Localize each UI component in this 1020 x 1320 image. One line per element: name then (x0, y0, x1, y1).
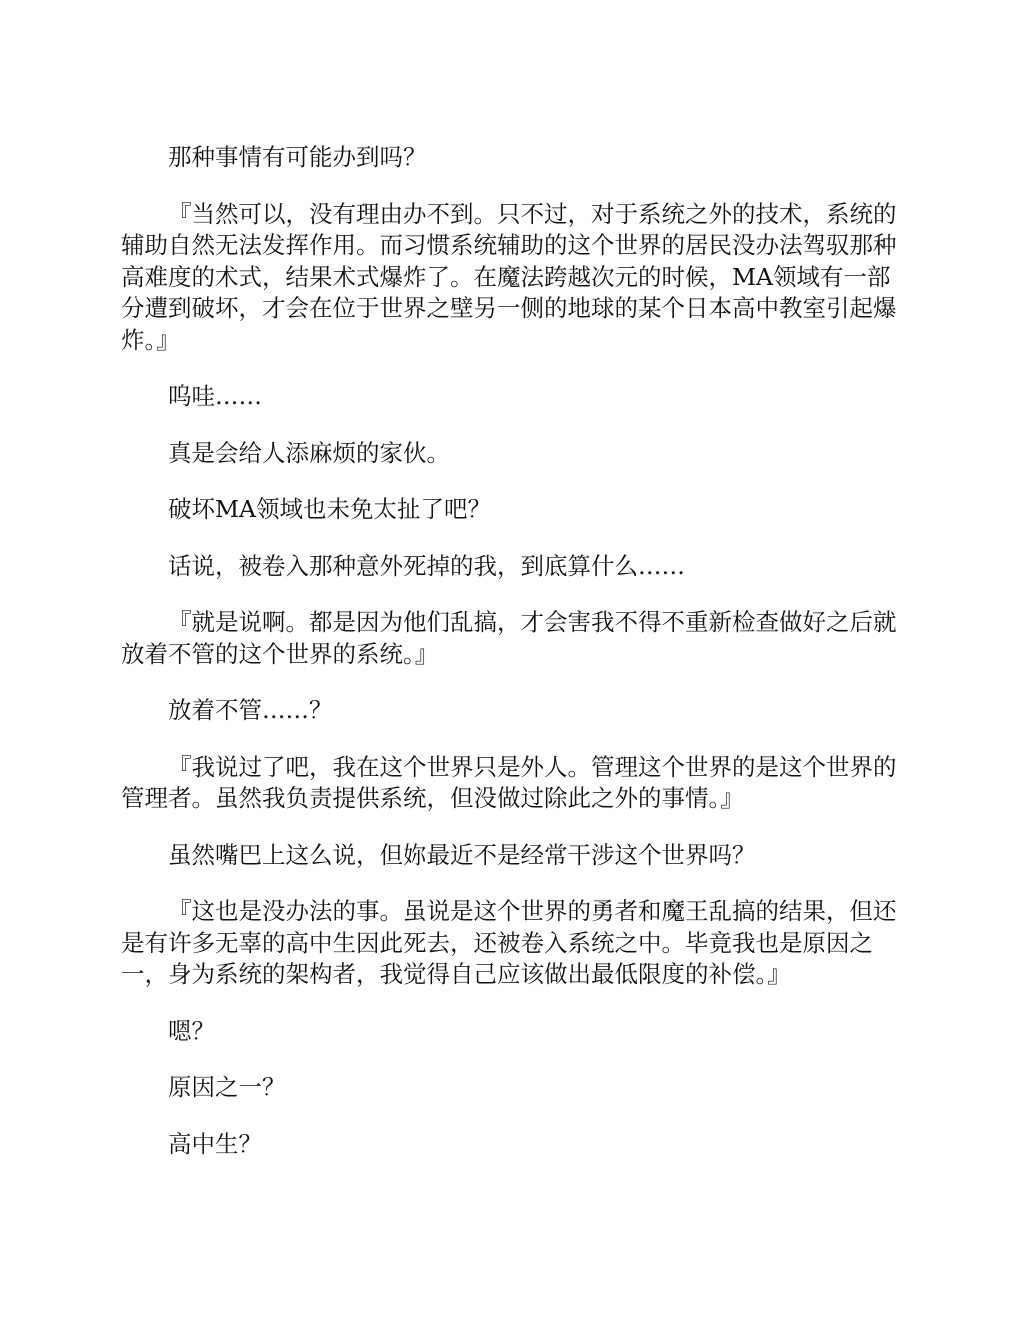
paragraph-6: 话说，被卷入那种意外死掉的我，到底算什么…… (168, 551, 685, 580)
paragraph-14: 高中生？ (168, 1129, 262, 1158)
paragraph-1: 那种事情有可能办到吗？ (168, 143, 427, 171)
paragraph-5: 破坏MA领域也未免太扯了吧？ (168, 495, 492, 523)
paragraph-2: 『当然可以，没有理由办不到。只不过，对于系统之外的技术，系统的辅助自然无法发挥作用。而习惯系统辅助的这个世界的居民没办法驾驭那种高难度的术式，结果术式爆炸了。在魔法跨越次元的时候，MA领域有一部分遭到破坏，才会在位于世界之壁另一侧的地球的某个日本高中教室引起爆炸。』 (121, 199, 897, 354)
paragraph-4: 真是会给人添麻烦的家伙。 (168, 438, 450, 467)
paragraph-7: 『就是说啊。都是因为他们乱搞，才会害我不得不重新检查做好之后就放着不管的这个世界的系统。』 (121, 608, 897, 668)
paragraph-3: 呜哇…… (168, 382, 262, 410)
paragraph-11: 『这也是没办法的事。虽说是这个世界的勇者和魔王乱搞的结果，但还是有许多无辜的高中生因此死去，还被卷入系统之中。毕竟我也是原因之一，身为系统的架构者，我觉得自己应该做出最低限度的补偿。』 (121, 897, 897, 988)
paragraph-8: 放着不管……？ (168, 696, 333, 724)
paragraph-10: 虽然嘴巴上这么说，但妳最近不是经常干涉这个世界吗？ (168, 840, 756, 869)
paragraph-13: 原因之一？ (168, 1073, 286, 1101)
paragraph-12: 嗯？ (168, 1016, 215, 1045)
paragraph-9: 『我说过了吧，我在这个世界只是外人。管理这个世界的是这个世界的管理者。虽然我负责提供系统，但没做过除此之外的事情。』 (121, 752, 897, 812)
document-page (121, 142, 897, 1160)
